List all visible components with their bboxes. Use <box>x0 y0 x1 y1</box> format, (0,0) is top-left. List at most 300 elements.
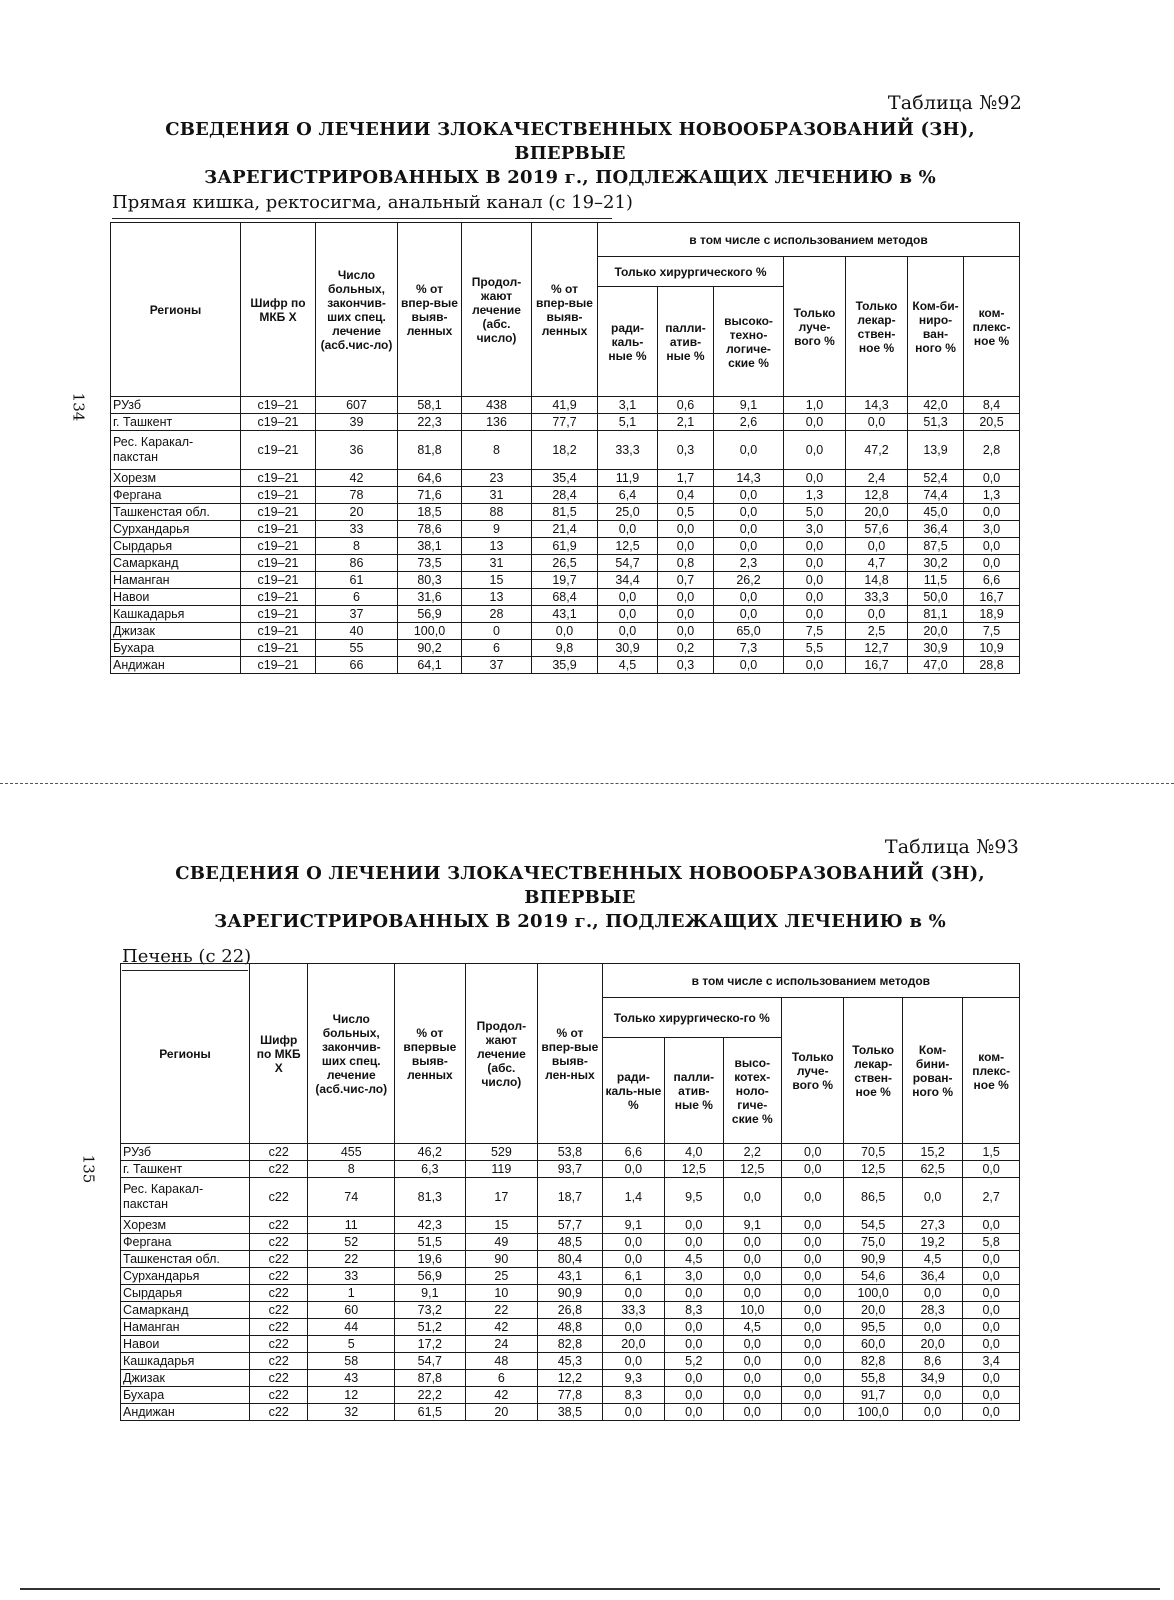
region-cell: Рес. Каракал-пакстан <box>111 431 241 470</box>
drug-cell: 20,0 <box>844 1302 902 1319</box>
header-patients: Число больных, закончив-ших спец. лечение (асб.чис-ло) <box>308 964 395 1144</box>
header-pct-first2: % от впер-вые выяв-лен-ных <box>538 964 602 1144</box>
region-cell: Бухара <box>111 640 241 657</box>
radiation-cell: 0,0 <box>784 589 846 606</box>
combined-cell: 62,5 <box>902 1161 962 1178</box>
continue-cell: 17 <box>465 1178 538 1217</box>
combined-cell: 27,3 <box>902 1217 962 1234</box>
pct-first-cell: 56,9 <box>395 1268 466 1285</box>
continue-cell: 28 <box>462 606 532 623</box>
continue-cell: 88 <box>462 504 532 521</box>
table-row <box>111 431 1020 470</box>
radical-cell: 9,3 <box>602 1370 664 1387</box>
icd-cell: с22 <box>249 1161 307 1178</box>
page-number-upper: 134 <box>69 392 88 422</box>
radiation-cell: 0,0 <box>784 470 846 487</box>
radical-cell: 34,4 <box>598 572 658 589</box>
radiation-cell: 0,0 <box>781 1234 843 1251</box>
pct-first-cell: 46,2 <box>395 1144 466 1161</box>
radical-cell: 25,0 <box>598 504 658 521</box>
table-row <box>111 414 1020 431</box>
drug-cell: 100,0 <box>844 1404 902 1421</box>
icd-cell: с19–21 <box>241 487 316 504</box>
patients-cell: 55 <box>316 640 398 657</box>
radical-cell: 12,5 <box>598 538 658 555</box>
pct-first2-cell: 81,5 <box>532 504 598 521</box>
pct-first2-cell: 38,5 <box>538 1404 602 1421</box>
pct-first-cell: 51,2 <box>395 1319 466 1336</box>
continue-cell: 119 <box>465 1161 538 1178</box>
pct-first-cell: 38,1 <box>398 538 462 555</box>
region-cell: Фергана <box>111 487 241 504</box>
combined-cell: 20,0 <box>908 623 964 640</box>
palliative-cell: 0,0 <box>658 538 714 555</box>
hightech-cell: 26,2 <box>714 572 784 589</box>
table-title-line2: ЗАРЕГИСТРИРОВАННЫХ В 2019 г., ПОДЛЕЖАЩИХ ЛЕЧЕНИЮ в % <box>204 167 936 188</box>
palliative-cell: 4,5 <box>665 1251 723 1268</box>
complex-cell: 0,0 <box>963 1268 1020 1285</box>
radical-cell: 33,3 <box>602 1302 664 1319</box>
hightech-cell: 0,0 <box>714 487 784 504</box>
radiation-cell: 0,0 <box>784 657 846 674</box>
table-row <box>121 1370 1020 1387</box>
patients-cell: 58 <box>308 1353 395 1370</box>
drug-cell: 91,7 <box>844 1387 902 1404</box>
hightech-cell: 2,6 <box>714 414 784 431</box>
hightech-cell: 0,0 <box>714 521 784 538</box>
pct-first-cell: 51,5 <box>395 1234 466 1251</box>
pct-first2-cell: 77,7 <box>532 414 598 431</box>
drug-cell: 82,8 <box>844 1353 902 1370</box>
palliative-cell: 2,1 <box>658 414 714 431</box>
pct-first-cell: 90,2 <box>398 640 462 657</box>
radiation-cell: 0,0 <box>784 414 846 431</box>
palliative-cell: 0,0 <box>665 1387 723 1404</box>
combined-cell: 30,9 <box>908 640 964 657</box>
palliative-cell: 1,7 <box>658 470 714 487</box>
table-row <box>111 521 1020 538</box>
complex-cell: 0,0 <box>963 1161 1020 1178</box>
patients-cell: 60 <box>308 1302 395 1319</box>
complex-cell: 1,3 <box>964 487 1020 504</box>
icd-cell: с19–21 <box>241 397 316 414</box>
drug-cell: 20,0 <box>846 504 908 521</box>
table-row <box>111 572 1020 589</box>
continue-cell: 0 <box>462 623 532 640</box>
data-table <box>120 963 1020 1421</box>
header-regions: Регионы <box>111 223 241 397</box>
patients-cell: 455 <box>308 1144 395 1161</box>
header-hightech: высо-котех-ноло-гиче-ские % <box>723 1038 781 1144</box>
icd-cell: с22 <box>249 1234 307 1251</box>
complex-cell: 0,0 <box>964 555 1020 572</box>
hightech-cell: 0,0 <box>723 1387 781 1404</box>
patients-cell: 52 <box>308 1234 395 1251</box>
radiation-cell: 0,0 <box>784 606 846 623</box>
header-palliative: палли-атив-ные % <box>665 1038 723 1144</box>
table-row <box>121 1387 1020 1404</box>
hightech-cell: 12,5 <box>723 1161 781 1178</box>
complex-cell: 0,0 <box>963 1285 1020 1302</box>
patients-cell: 1 <box>308 1285 395 1302</box>
header-hightech: высоко-техно-логиче-ские % <box>714 287 784 397</box>
complex-cell: 3,0 <box>964 521 1020 538</box>
icd-cell: с19–21 <box>241 521 316 538</box>
data-table <box>110 222 1020 674</box>
complex-cell: 0,0 <box>964 470 1020 487</box>
patients-cell: 20 <box>316 504 398 521</box>
region-cell: Ташкенстая обл. <box>121 1251 250 1268</box>
pct-first2-cell: 9,8 <box>532 640 598 657</box>
combined-cell: 0,0 <box>902 1404 962 1421</box>
combined-cell: 36,4 <box>908 521 964 538</box>
table-title-line1: СВЕДЕНИЯ О ЛЕЧЕНИИ ЗЛОКАЧЕСТВЕННЫХ НОВООБРАЗОВАНИЙ (ЗН), ВПЕРВЫЕ <box>165 119 975 164</box>
header-patients: Число больных, закончив-ших спец. лечение (асб.чис-ло) <box>316 223 398 397</box>
icd-cell: с22 <box>249 1268 307 1285</box>
header-methods: в том числе с использованием методов <box>598 223 1020 257</box>
radiation-cell: 0,0 <box>784 572 846 589</box>
radical-cell: 33,3 <box>598 431 658 470</box>
palliative-cell: 4,0 <box>665 1144 723 1161</box>
region-cell: Рес. Каракал-пакстан <box>121 1178 250 1217</box>
pct-first2-cell: 48,8 <box>538 1319 602 1336</box>
radical-cell: 30,9 <box>598 640 658 657</box>
palliative-cell: 0,8 <box>658 555 714 572</box>
drug-cell: 86,5 <box>844 1178 902 1217</box>
radical-cell: 20,0 <box>602 1336 664 1353</box>
patients-cell: 33 <box>316 521 398 538</box>
region-cell: Хорезм <box>121 1217 250 1234</box>
hightech-cell: 0,0 <box>723 1285 781 1302</box>
table-row <box>111 589 1020 606</box>
drug-cell: 47,2 <box>846 431 908 470</box>
region-cell: Сурхандарья <box>111 521 241 538</box>
radiation-cell: 0,0 <box>781 1336 843 1353</box>
icd-cell: с19–21 <box>241 657 316 674</box>
hightech-cell: 0,0 <box>714 538 784 555</box>
complex-cell: 0,0 <box>963 1387 1020 1404</box>
palliative-cell: 0,0 <box>665 1319 723 1336</box>
icd-cell: с22 <box>249 1178 307 1217</box>
pct-first-cell: 22,2 <box>395 1387 466 1404</box>
pct-first2-cell: 43,1 <box>532 606 598 623</box>
header-drug: Только лекар-ствен-ное % <box>846 257 908 397</box>
combined-cell: 28,3 <box>902 1302 962 1319</box>
complex-cell: 0,0 <box>964 504 1020 521</box>
palliative-cell: 0,4 <box>658 487 714 504</box>
palliative-cell: 0,0 <box>665 1234 723 1251</box>
combined-cell: 11,5 <box>908 572 964 589</box>
continue-cell: 136 <box>462 414 532 431</box>
continue-cell: 529 <box>465 1144 538 1161</box>
continue-cell: 22 <box>465 1302 538 1319</box>
radiation-cell: 0,0 <box>784 431 846 470</box>
icd-cell: с22 <box>249 1336 307 1353</box>
combined-cell: 0,0 <box>902 1387 962 1404</box>
continue-cell: 438 <box>462 397 532 414</box>
icd-cell: с22 <box>249 1217 307 1234</box>
continue-cell: 9 <box>462 521 532 538</box>
patients-cell: 12 <box>308 1387 395 1404</box>
table-header <box>111 223 1020 397</box>
icd-cell: с22 <box>249 1353 307 1370</box>
patients-cell: 607 <box>316 397 398 414</box>
header-radiation: Только луче-вого % <box>781 998 843 1144</box>
pct-first2-cell: 12,2 <box>538 1370 602 1387</box>
radiation-cell: 0,0 <box>781 1387 843 1404</box>
pct-first-cell: 9,1 <box>395 1285 466 1302</box>
region-cell: Джизак <box>111 623 241 640</box>
radiation-cell: 0,0 <box>781 1144 843 1161</box>
continue-cell: 6 <box>465 1370 538 1387</box>
pct-first-cell: 22,3 <box>398 414 462 431</box>
pct-first2-cell: 26,5 <box>532 555 598 572</box>
table-row <box>121 1178 1020 1217</box>
palliative-cell: 0,0 <box>658 589 714 606</box>
complex-cell: 2,7 <box>963 1178 1020 1217</box>
pct-first2-cell: 35,9 <box>532 657 598 674</box>
table-row <box>111 606 1020 623</box>
patients-cell: 66 <box>316 657 398 674</box>
icd-cell: с22 <box>249 1302 307 1319</box>
drug-cell: 57,6 <box>846 521 908 538</box>
pct-first2-cell: 61,9 <box>532 538 598 555</box>
combined-cell: 36,4 <box>902 1268 962 1285</box>
palliative-cell: 3,0 <box>665 1268 723 1285</box>
patients-cell: 78 <box>316 487 398 504</box>
header-radical: ради-каль-ные % <box>598 287 658 397</box>
complex-cell: 1,5 <box>963 1144 1020 1161</box>
header-surgical: Только хирургического % <box>598 257 784 287</box>
palliative-cell: 0,5 <box>658 504 714 521</box>
pct-first-cell: 78,6 <box>398 521 462 538</box>
region-cell: Хорезм <box>111 470 241 487</box>
icd-cell: с19–21 <box>241 414 316 431</box>
patients-cell: 36 <box>316 431 398 470</box>
radical-cell: 6,4 <box>598 487 658 504</box>
drug-cell: 33,3 <box>846 589 908 606</box>
complex-cell: 0,0 <box>963 1302 1020 1319</box>
radiation-cell: 0,0 <box>781 1161 843 1178</box>
complex-cell: 0,0 <box>963 1319 1020 1336</box>
drug-cell: 4,7 <box>846 555 908 572</box>
palliative-cell: 12,5 <box>665 1161 723 1178</box>
combined-cell: 0,0 <box>902 1178 962 1217</box>
continue-cell: 25 <box>465 1268 538 1285</box>
pct-first-cell: 81,8 <box>398 431 462 470</box>
radiation-cell: 1,0 <box>784 397 846 414</box>
region-cell: Наманган <box>121 1319 250 1336</box>
icd-cell: с19–21 <box>241 640 316 657</box>
radiation-cell: 0,0 <box>784 555 846 572</box>
pct-first-cell: 100,0 <box>398 623 462 640</box>
complex-cell: 5,8 <box>963 1234 1020 1251</box>
region-cell: Кашкадарья <box>111 606 241 623</box>
region-cell: г. Ташкент <box>121 1161 250 1178</box>
radical-cell: 0,0 <box>602 1404 664 1421</box>
radical-cell: 0,0 <box>598 623 658 640</box>
drug-cell: 95,5 <box>844 1319 902 1336</box>
drug-cell: 75,0 <box>844 1234 902 1251</box>
radiation-cell: 5,0 <box>784 504 846 521</box>
pct-first-cell: 54,7 <box>395 1353 466 1370</box>
radical-cell: 0,0 <box>602 1353 664 1370</box>
hightech-cell: 0,0 <box>723 1251 781 1268</box>
radiation-cell: 0,0 <box>781 1178 843 1217</box>
pct-first2-cell: 45,3 <box>538 1353 602 1370</box>
pct-first2-cell: 0,0 <box>532 623 598 640</box>
patients-cell: 39 <box>316 414 398 431</box>
table-row <box>111 555 1020 572</box>
drug-cell: 0,0 <box>846 414 908 431</box>
combined-cell: 87,5 <box>908 538 964 555</box>
radical-cell: 0,0 <box>602 1234 664 1251</box>
pct-first-cell: 56,9 <box>398 606 462 623</box>
continue-cell: 31 <box>462 555 532 572</box>
pct-first-cell: 31,6 <box>398 589 462 606</box>
region-cell: Сурхандарья <box>121 1268 250 1285</box>
pct-first-cell: 19,6 <box>395 1251 466 1268</box>
radical-cell: 0,0 <box>602 1285 664 1302</box>
header-complex: ком-плекс-ное % <box>964 257 1020 397</box>
icd-cell: с22 <box>249 1285 307 1302</box>
continue-cell: 23 <box>462 470 532 487</box>
icd-cell: с22 <box>249 1251 307 1268</box>
drug-cell: 0,0 <box>846 606 908 623</box>
icd-cell: с19–21 <box>241 504 316 521</box>
table-subtitle: Печень (с 22) <box>122 946 252 967</box>
hightech-cell: 2,2 <box>723 1144 781 1161</box>
drug-cell: 0,0 <box>846 538 908 555</box>
icd-cell: с22 <box>249 1319 307 1336</box>
complex-cell: 0,0 <box>963 1251 1020 1268</box>
radical-cell: 0,0 <box>602 1251 664 1268</box>
radiation-cell: 0,0 <box>781 1370 843 1387</box>
palliative-cell: 0,0 <box>658 623 714 640</box>
hightech-cell: 0,0 <box>723 1404 781 1421</box>
palliative-cell: 0,0 <box>658 521 714 538</box>
pct-first-cell: 87,8 <box>395 1370 466 1387</box>
radical-cell: 4,5 <box>598 657 658 674</box>
region-cell: Ташкенстая обл. <box>111 504 241 521</box>
hightech-cell: 9,1 <box>714 397 784 414</box>
subtitle-rule <box>112 218 612 219</box>
complex-cell: 18,9 <box>964 606 1020 623</box>
complex-cell: 0,0 <box>964 538 1020 555</box>
patients-cell: 40 <box>316 623 398 640</box>
header-regions: Регионы <box>121 964 250 1144</box>
radical-cell: 9,1 <box>602 1217 664 1234</box>
continue-cell: 42 <box>465 1387 538 1404</box>
hightech-cell: 0,0 <box>714 589 784 606</box>
palliative-cell: 0,6 <box>658 397 714 414</box>
combined-cell: 30,2 <box>908 555 964 572</box>
radical-cell: 1,4 <box>602 1178 664 1217</box>
complex-cell: 28,8 <box>964 657 1020 674</box>
hightech-cell: 0,0 <box>723 1178 781 1217</box>
patients-cell: 8 <box>308 1161 395 1178</box>
header-icd: Шифр по МКБ X <box>249 964 307 1144</box>
palliative-cell: 0,0 <box>665 1336 723 1353</box>
radiation-cell: 0,0 <box>781 1268 843 1285</box>
combined-cell: 0,0 <box>902 1285 962 1302</box>
patients-cell: 11 <box>308 1217 395 1234</box>
hightech-cell: 0,0 <box>714 657 784 674</box>
patients-cell: 6 <box>316 589 398 606</box>
complex-cell: 6,6 <box>964 572 1020 589</box>
region-cell: Джизак <box>121 1370 250 1387</box>
region-cell: Сырдарья <box>121 1285 250 1302</box>
radiation-cell: 5,5 <box>784 640 846 657</box>
palliative-cell: 0,0 <box>665 1404 723 1421</box>
drug-cell: 60,0 <box>844 1336 902 1353</box>
combined-cell: 45,0 <box>908 504 964 521</box>
combined-cell: 20,0 <box>902 1336 962 1353</box>
continue-cell: 42 <box>465 1319 538 1336</box>
header-pct-first2: % от впер-вые выяв-ленных <box>532 223 598 397</box>
combined-cell: 81,1 <box>908 606 964 623</box>
combined-cell: 8,6 <box>902 1353 962 1370</box>
table-subtitle: Прямая кишка, ректосигма, анальный канал (с 19–21) <box>112 192 633 213</box>
continue-cell: 6 <box>462 640 532 657</box>
pct-first-cell: 61,5 <box>395 1404 466 1421</box>
combined-cell: 13,9 <box>908 431 964 470</box>
region-cell: Наманган <box>111 572 241 589</box>
patients-cell: 37 <box>316 606 398 623</box>
continue-cell: 15 <box>462 572 532 589</box>
pct-first2-cell: 82,8 <box>538 1336 602 1353</box>
pct-first-cell: 73,2 <box>395 1302 466 1319</box>
icd-cell: с19–21 <box>241 470 316 487</box>
header-pct-first: % от впервые выяв-ленных <box>395 964 466 1144</box>
patients-cell: 8 <box>316 538 398 555</box>
icd-cell: с22 <box>249 1404 307 1421</box>
drug-cell: 14,3 <box>846 397 908 414</box>
pct-first2-cell: 19,7 <box>532 572 598 589</box>
complex-cell: 10,9 <box>964 640 1020 657</box>
pct-first-cell: 80,3 <box>398 572 462 589</box>
continue-cell: 13 <box>462 589 532 606</box>
palliative-cell: 0,0 <box>665 1217 723 1234</box>
region-cell: Самарканд <box>121 1302 250 1319</box>
drug-cell: 12,5 <box>844 1161 902 1178</box>
icd-cell: с22 <box>249 1370 307 1387</box>
radiation-cell: 3,0 <box>784 521 846 538</box>
table-row <box>121 1217 1020 1234</box>
icd-cell: с19–21 <box>241 431 316 470</box>
table-row <box>111 504 1020 521</box>
table-title <box>130 118 1010 190</box>
pct-first2-cell: 18,7 <box>538 1178 602 1217</box>
radiation-cell: 7,5 <box>784 623 846 640</box>
palliative-cell: 0,0 <box>658 606 714 623</box>
hightech-cell: 65,0 <box>714 623 784 640</box>
pct-first2-cell: 53,8 <box>538 1144 602 1161</box>
continue-cell: 37 <box>462 657 532 674</box>
pct-first-cell: 71,6 <box>398 487 462 504</box>
hightech-cell: 10,0 <box>723 1302 781 1319</box>
patients-cell: 33 <box>308 1268 395 1285</box>
radical-cell: 0,0 <box>602 1319 664 1336</box>
header-continue: Продол-жают лечение (абс. число) <box>465 964 538 1144</box>
radical-cell: 6,1 <box>602 1268 664 1285</box>
table-title <box>140 862 1020 934</box>
table-title-line1: СВЕДЕНИЯ О ЛЕЧЕНИИ ЗЛОКАЧЕСТВЕННЫХ НОВООБРАЗОВАНИЙ (ЗН), ВПЕРВЫЕ <box>175 863 985 908</box>
patients-cell: 43 <box>308 1370 395 1387</box>
complex-cell: 0,0 <box>963 1404 1020 1421</box>
patients-cell: 74 <box>308 1178 395 1217</box>
continue-cell: 24 <box>465 1336 538 1353</box>
